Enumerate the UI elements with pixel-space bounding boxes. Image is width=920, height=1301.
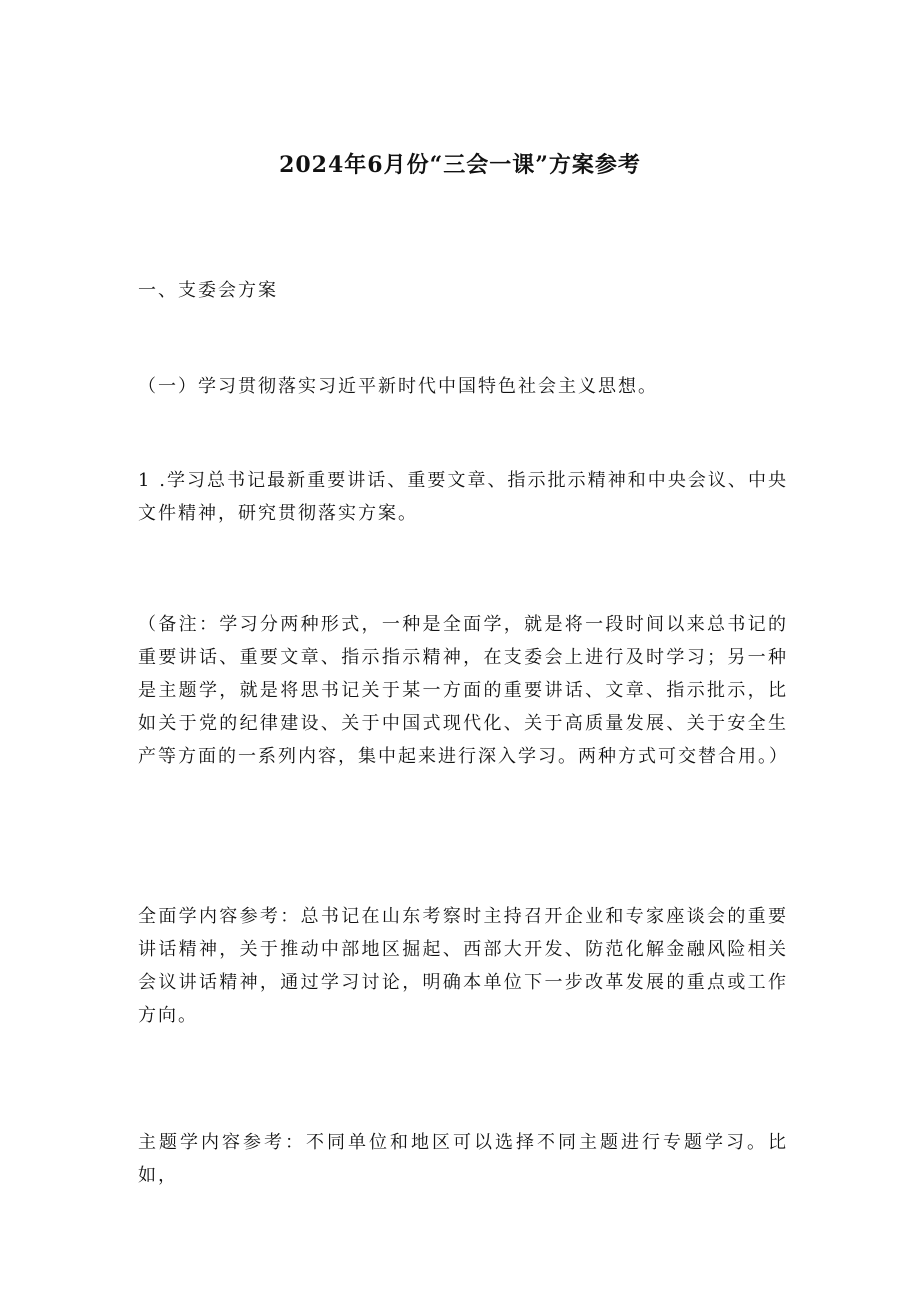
topic-study-reference-paragraph: 主题学内容参考：不同单位和地区可以选择不同主题进行专题学习。比如，: [138, 1132, 788, 1186]
subsection-heading: （一）学习贯彻落实习近平新时代中国特色社会主义思想。: [138, 376, 658, 397]
section-heading: 一、支委会方案: [138, 280, 278, 301]
document-title: 2024年6月份“三会一课”方案参考: [279, 152, 641, 178]
note-paragraph: （备注：学习分两种形式，一种是全面学，就是将一段时间以来总书记的重要讲话、重要文章、指示指示精神，在支委会上进行及时学习；另一种是主题学，就是将思书记关于某一方面的重要讲话、文章、指示批示，比如关于党的纪律建设、关于中国式现代化、关于高质量发展、关于安全生产等方面的一系列内容，集中起来进行深入学习。两种方式可交替合用。）: [138, 614, 789, 767]
full-study-reference-paragraph: 全面学内容参考：总书记在山东考察时主持召开企业和专家座谈会的重要讲话精神，关于推动中部地区掘起、西部大开发、防范化解金融风险相关会议讲话精神，通过学习讨论，明确本单位下一步改革发展的重点或工作方向。: [138, 906, 788, 1026]
item-1-paragraph: 1 .学习总书记最新重要讲话、重要文章、指示批示精神和中央会议、中央文件精神，研究贯彻落实方案。: [138, 470, 788, 524]
